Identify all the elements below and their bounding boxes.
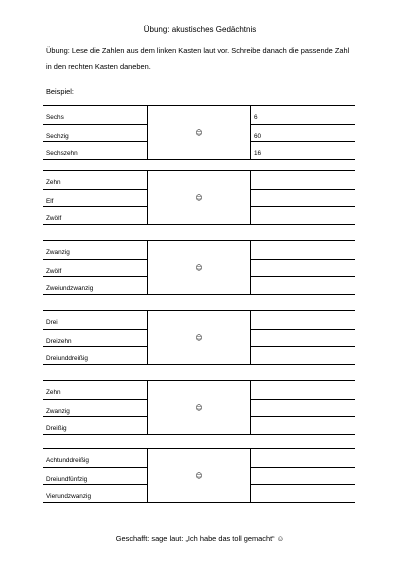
answer-cell[interactable]	[251, 241, 355, 259]
word-cell: Dreiunddreißig	[43, 346, 147, 364]
answer-cell[interactable]	[251, 189, 355, 207]
word-cell: Vierundzwanzig	[43, 484, 147, 502]
smiley-icon: ☺	[195, 333, 203, 342]
words-column	[43, 449, 147, 502]
answer-cell[interactable]: 6	[254, 114, 258, 121]
answer-cell[interactable]	[251, 206, 355, 224]
exercise-group	[43, 380, 355, 435]
word-cell: Sechs	[46, 114, 64, 121]
answer-cell[interactable]: 16	[251, 141, 355, 159]
answer-cell[interactable]	[251, 467, 355, 485]
answer-cell[interactable]	[251, 416, 355, 434]
words-column	[43, 171, 147, 224]
smiley-column	[147, 241, 251, 294]
smiley-column	[147, 171, 251, 224]
smiley-icon: ☺	[195, 263, 203, 272]
exercise-group	[43, 448, 355, 503]
exercise-group	[43, 170, 355, 225]
answer-cell[interactable]: 60	[251, 124, 355, 142]
exercise-group	[43, 240, 355, 295]
smiley-column	[147, 311, 251, 364]
word-cell: Zehn	[46, 179, 61, 186]
page-title: Übung: akustisches Gedächtnis	[143, 25, 257, 34]
example-label: Beispiel:	[46, 87, 74, 96]
word-cell: Zweiundzwanzig	[43, 276, 147, 294]
words-column	[43, 381, 147, 434]
word-cell: Achtunddreißig	[46, 457, 89, 464]
answer-cell[interactable]	[251, 484, 355, 502]
smiley-column	[147, 449, 251, 502]
exercise-group-example	[43, 105, 355, 160]
answers-column	[251, 106, 355, 159]
word-cell: Dreißig	[43, 416, 147, 434]
answer-cell[interactable]	[251, 329, 355, 347]
smiley-column	[147, 381, 251, 434]
word-cell: Zehn	[46, 389, 61, 396]
word-cell: Zwanzig	[46, 249, 70, 256]
exercise-group	[43, 310, 355, 365]
word-cell: Dreiundfünfzig	[43, 467, 147, 485]
word-cell: Elf	[43, 189, 147, 207]
smiley-icon: ☺	[195, 128, 203, 137]
footer-text: Geschafft: sage laut: „Ich habe das toll gemacht“ ☺	[115, 534, 285, 543]
word-cell: Dreizehn	[43, 329, 147, 347]
answer-cell[interactable]	[251, 171, 355, 189]
answers-column	[251, 449, 355, 502]
answers-column	[251, 381, 355, 434]
word-cell: Sechzig	[43, 124, 147, 142]
word-cell: Zwölf	[43, 259, 147, 277]
smiley-icon: ☺	[195, 471, 203, 480]
answers-column	[251, 171, 355, 224]
words-column	[43, 106, 147, 159]
answer-cell[interactable]	[251, 346, 355, 364]
answer-cell[interactable]	[251, 311, 355, 329]
answer-cell[interactable]	[251, 259, 355, 277]
word-cell: Drei	[46, 319, 58, 326]
word-cell: Sechszehn	[43, 141, 147, 159]
smiley-column	[147, 106, 251, 159]
word-cell: Zwölf	[43, 206, 147, 224]
answers-column	[251, 241, 355, 294]
words-column	[43, 311, 147, 364]
smiley-icon: ☺	[195, 403, 203, 412]
answer-cell[interactable]	[251, 381, 355, 399]
smiley-icon: ☺	[195, 193, 203, 202]
answer-cell[interactable]	[251, 399, 355, 417]
answer-cell[interactable]	[251, 276, 355, 294]
instructions-text: Übung: Lese die Zahlen aus dem linken Kasten laut vor. Schreibe danach die passende Zahl in den rechten Kasten daneben.	[46, 46, 350, 71]
answer-cell[interactable]	[251, 449, 355, 467]
words-column	[43, 241, 147, 294]
word-cell: Zwanzig	[43, 399, 147, 417]
answers-column	[251, 311, 355, 364]
